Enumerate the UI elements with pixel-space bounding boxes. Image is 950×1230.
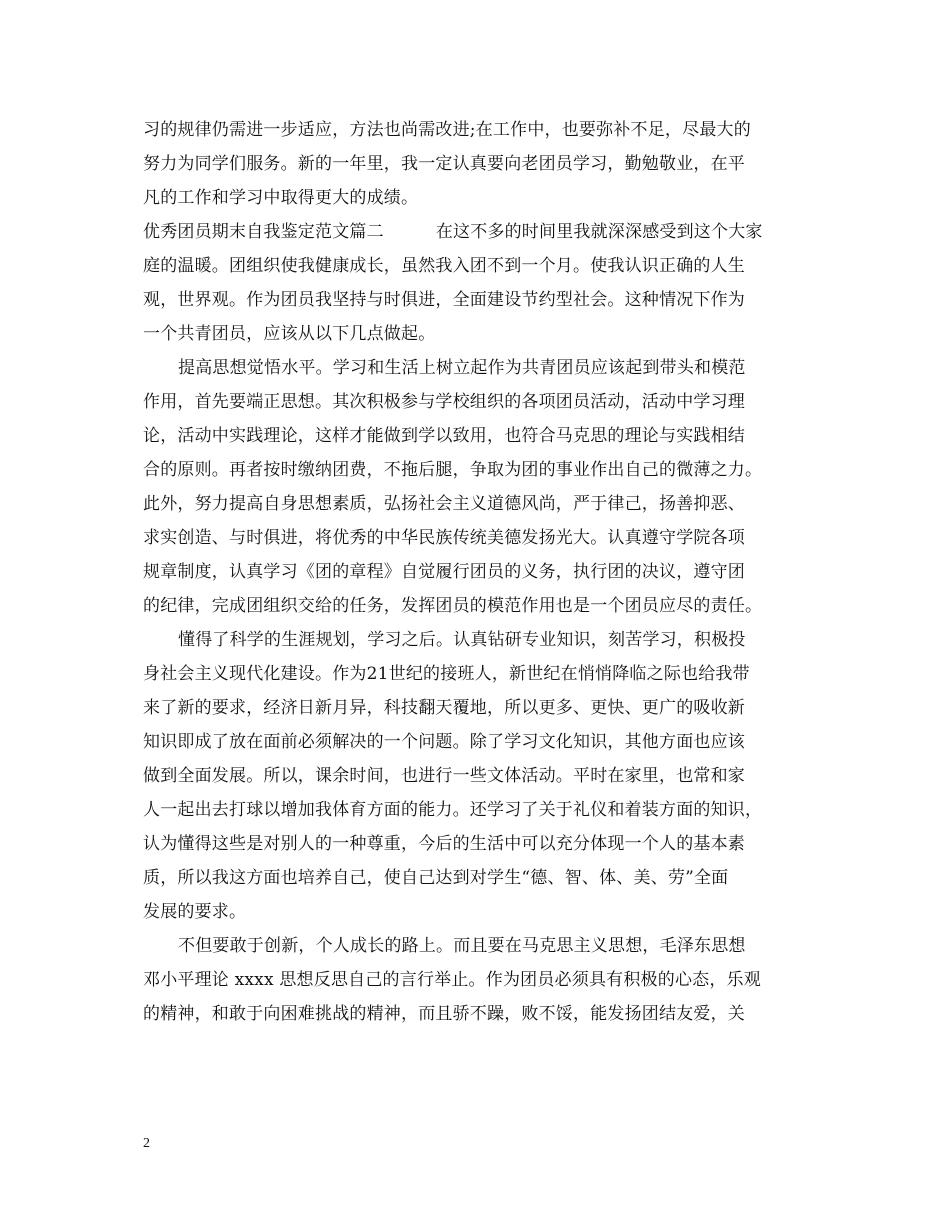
paragraph-start-line: 懂得了科学的生涯规划，学习之后。认真钻研专业知识，刻苦学习，积极投 — [178, 630, 746, 650]
text-line: 质，所以我这方面也培养自己，使自己达到对学生“德、智、体、美、劳”全面 — [143, 868, 729, 888]
text-line: 身社会主义现代化建设。作为21世纪的接班人，新世纪在悄悄降临之际也给我带 — [143, 664, 750, 684]
text-line: 认为懂得这些是对别人的一种尊重，今后的生活中可以充分体现一个人的基本素 — [143, 834, 745, 854]
text-line: 此外，努力提高自身思想素质，弘扬社会主义道德风尚，严于律己，扬善抑恶、 — [143, 494, 745, 514]
text-line: 论，活动中实践理论，这样才能做到学以致用，也符合马克思的理论与实践相结 — [143, 426, 745, 446]
section-heading-line — [143, 215, 823, 249]
text-line: 人一起出去打球以增加我体育方面的能力。还学习了关于礼仪和着装方面的知识， — [143, 800, 763, 820]
text-line: 凡的工作和学习中取得更大的成绩。 — [143, 188, 419, 208]
text-line: 合的原则。再者按时缴纳团费，不拖后腿，争取为团的事业作出自己的微薄之力。 — [143, 460, 763, 480]
text-line: 发展的要求。 — [143, 902, 247, 922]
text-line: 知识即成了放在面前必须解决的一个问题。除了学习文化知识，其他方面也应该 — [143, 732, 745, 752]
text-line: 一个共青团员，应该从以下几点做起。 — [143, 324, 436, 344]
text-line: 在这不多的时间里我就深深感受到这个大家 — [435, 222, 763, 242]
paragraph-start-line: 提高思想觉悟水平。学习和生活上树立起作为共青团员应该起到带头和模范 — [178, 358, 746, 378]
text-line: 做到全面发展。所以，课余时间，也进行一些文体活动。平时在家里，也常和家 — [143, 766, 745, 786]
text-line: 习的规律仍需进一步适应，方法也尚需改进;在工作中，也要弥补不足，尽最大的 — [143, 120, 751, 140]
text-line: 规章制度，认真学习《团的章程》自觉履行团员的义务，执行团的决议，遵守团 — [143, 562, 745, 582]
text-line: 的精神，和敢于向困难挑战的精神，而且骄不躁，败不馁，能发扬团结友爱，关 — [143, 1004, 745, 1024]
page-number: 2 — [143, 1136, 150, 1151]
text-line: 庭的温暖。团组织使我健康成长，虽然我入团不到一个月。使我认识正确的人生 — [143, 256, 745, 276]
text-line: 作用，首先要端正思想。其次积极参与学校组织的各项团员活动，活动中学习理 — [143, 392, 745, 412]
section-heading: 优秀团员期末自我鉴定范文篇二 — [143, 222, 384, 242]
document-body — [143, 113, 823, 1031]
text-line: 观，世界观。作为团员我坚持与时俱进，全面建设节约型社会。这种情况下作为 — [143, 290, 745, 310]
text-line: 来了新的要求，经济日新月异，科技翻天覆地，所以更多、更快、更广的吸收新 — [143, 698, 745, 718]
text-line: 努力为同学们服务。新的一年里，我一定认真要向老团员学习，勤勉敬业，在平 — [143, 154, 745, 174]
paragraph-start-line: 不但要敢于创新，个人成长的路上。而且要在马克思主义思想，毛泽东思想 — [178, 936, 746, 956]
text-line: 的纪律，完成团组织交给的任务，发挥团员的模范作用也是一个团员应尽的责任。 — [143, 596, 763, 616]
text-line: 求实创造、与时俱进，将优秀的中华民族传统美德发扬光大。认真遵守学院各项 — [143, 528, 745, 548]
text-line: 邓小平理论 xxxx 思想反思自己的言行举止。作为团员必须具有积极的心态，乐观 — [143, 970, 761, 990]
